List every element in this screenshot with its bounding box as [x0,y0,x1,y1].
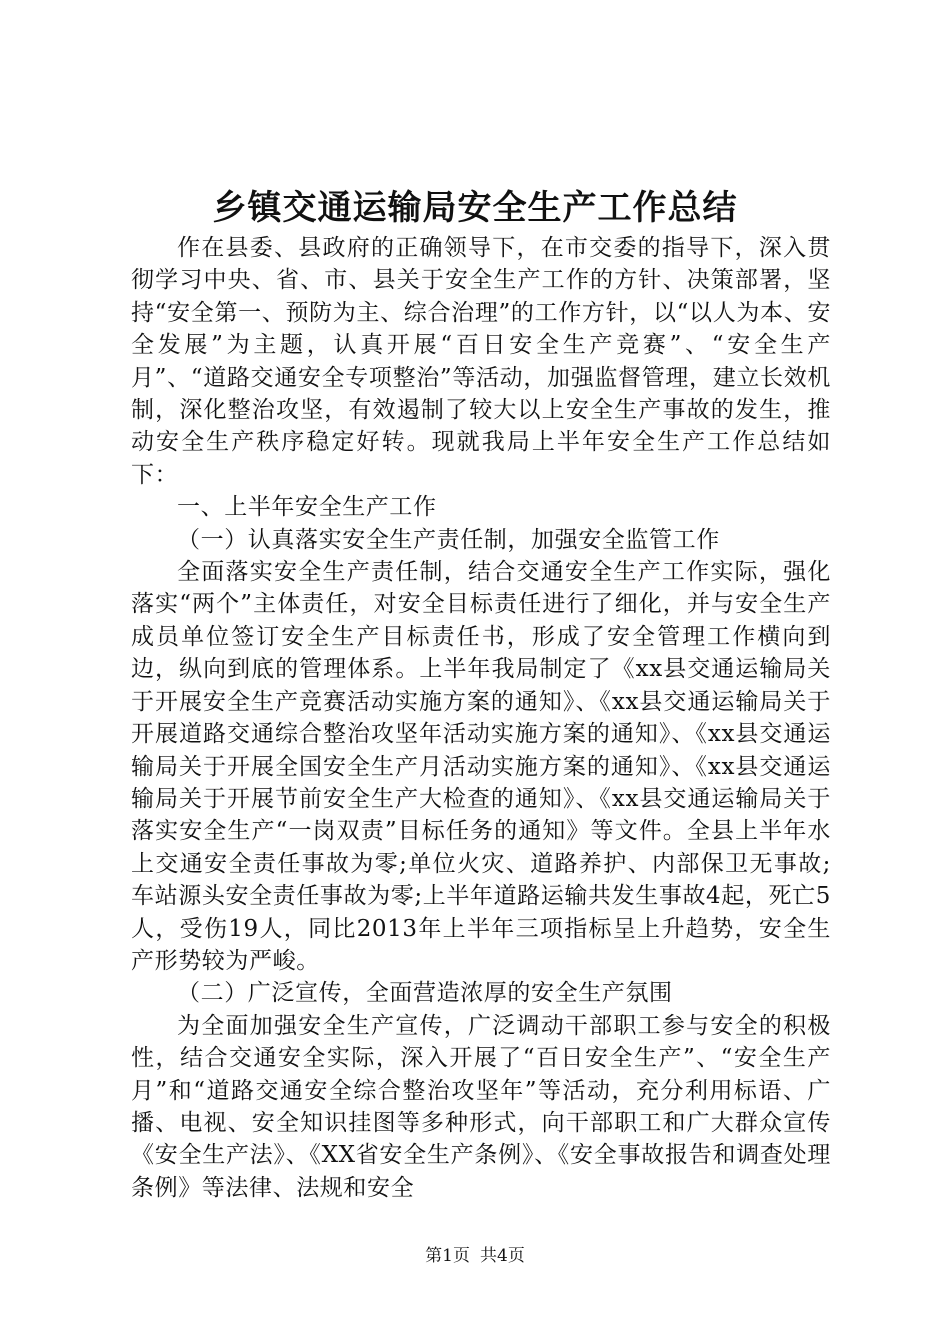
section-heading-1: 一、上半年安全生产工作 [177,494,437,521]
subsection-heading-1: （一）认真落实安全生产责任制，加强安全监管工作 [177,526,720,553]
paragraph-publicity: 为全面加强安全生产宣传，广泛调动干部职工参与安全的积极性，结合交通安全实际，深入开展了“百日安全生产”、“安全生产月”和“道路交通安全综合整治攻坚年”等活动，充分利用标语、广播、电视、安全知识挂图等多种形式，向干部职工和广大群众宣传《安全生产法》、《XX省安全生产条例》、《安全事故报告和调查处理条例》等法律、法规和安全 [131,1012,831,1201]
page-number-total: 共4页 [480,1246,525,1266]
paragraph-intro: 作在县委、县政府的正确领导下，在市交委的指导下，深入贯彻学习中央、省、市、县关于安全生产工作的方针、决策部署，坚持“安全第一、预防为主、综合治理”的工作方针，以“以人为本、安全发展”为主题，认真开展“百日安全生产竞赛”、“安全生产月”、“道路交通安全专项整治”等活动，加强监督管理，建立长效机制，深化整治攻坚，有效遏制了较大以上安全生产事故的发生，推动安全生产秩序稳定好转。现就我局上半年安全生产工作总结如下： [131,235,831,488]
page-footer [0,1244,950,1268]
document-title: 乡镇交通运输局安全生产工作总结 [212,188,738,228]
paragraph-responsibility: 全面落实安全生产责任制，结合交通安全生产工作实际，强化落实“两个”主体责任，对安全目标责任进行了细化，并与安全生产成员单位签订安全生产目标责任书，形成了安全管理工作横向到边，纵向到底的管理体系。上半年我局制定了《xx县交通运输局关于开展安全生产竞赛活动实施方案的通知》、《xx县交通运输局关于开展道路交通综合整治攻坚年活动实施方案的通知》、《xx县交通运输局关于开展全国安全生产月活动实施方案的通知》、《xx县交通运输局关于开展节前安全生产大检查的通知》、《xx县交通运输局关于落实安全生产“一岗双责”目标任务的通知》等文件。全县上半年水上交通安全责任事故为零;单位火灾、道路养护、内部保卫无事故;车站源头安全责任事故为零;上半年道路运输共发生事故4起，死亡5人，受伤19人，同比2013年上半年三项指标呈上升趋势，安全生产形势较为严峻。 [131,559,831,974]
document-body [131,232,831,1204]
page-number-current: 第1页 [425,1246,470,1266]
subsection-heading-2: （二）广泛宣传，全面营造浓厚的安全生产氛围 [177,980,673,1007]
